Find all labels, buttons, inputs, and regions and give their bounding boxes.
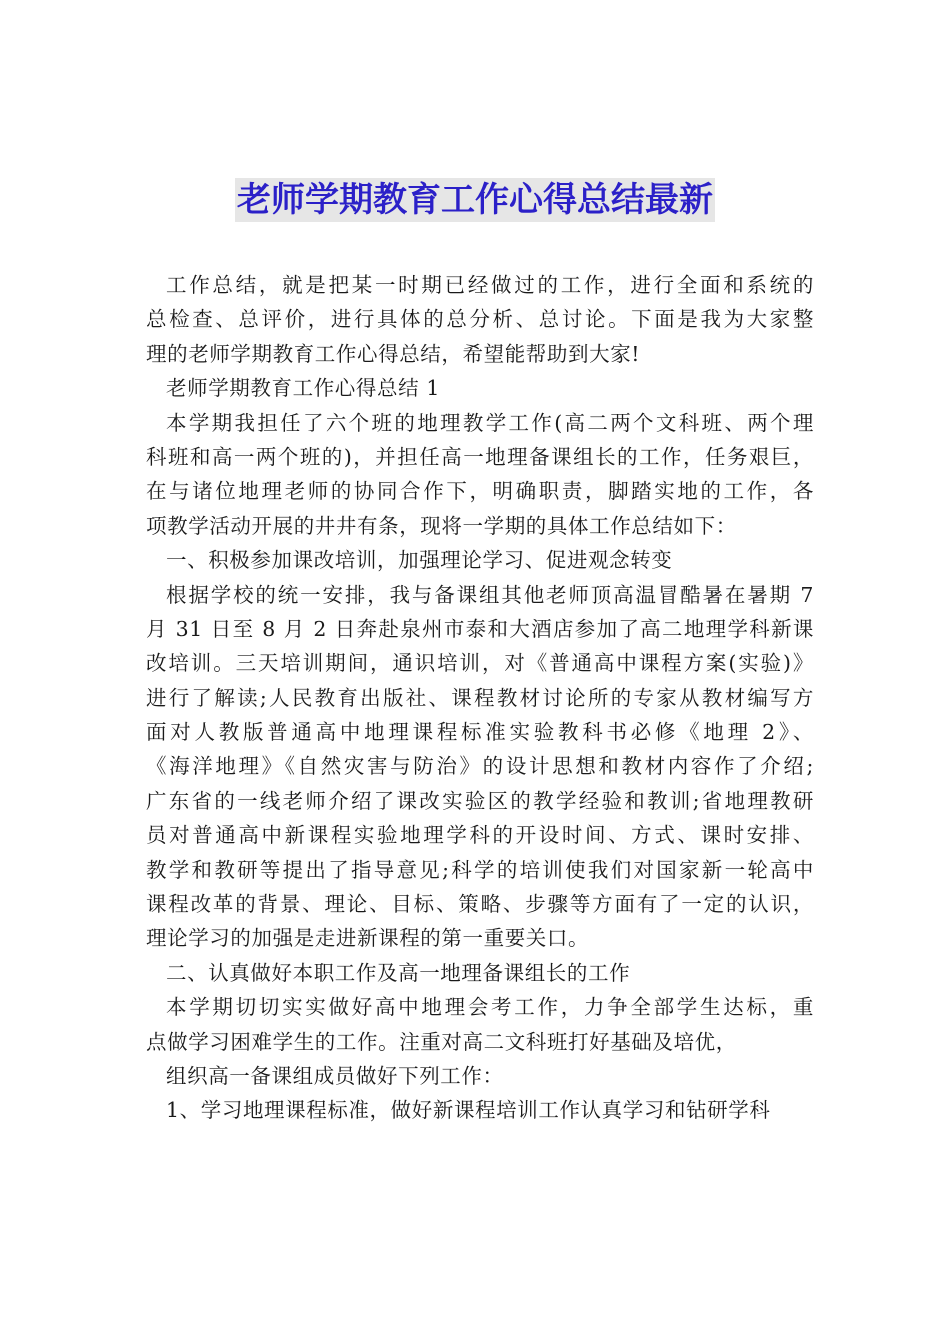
paragraph-line: 本学期切切实实做好高中地理会考工作，力争全部学生达标，重 (166, 995, 814, 1020)
section-heading: 一、积极参加课改培训，加强理论学习、促进观念转变 (166, 548, 673, 573)
section-heading: 二、认真做好本职工作及高一地理备课组长的工作 (166, 960, 631, 985)
document-title: 老师学期教育工作心得总结最新 (237, 180, 713, 220)
paragraph-line: 在与诸位地理老师的协同合作下，明确职责，脚踏实地的工作，各 (146, 479, 814, 504)
paragraph-line: 点做学习困难学生的工作。注重对高二文科班打好基础及培优， (146, 1029, 737, 1054)
paragraph-line: 广东省的一线老师介绍了课改实验区的教学经验和教训;省地理教研 (146, 788, 814, 813)
document-body (146, 268, 814, 1128)
paragraph-line: 理的老师学期教育工作心得总结，希望能帮助到大家! (146, 341, 641, 366)
paragraph-line: 总检查、总评价，进行具体的总分析、总讨论。下面是我为大家整 (146, 307, 814, 332)
title-container (0, 178, 950, 222)
section-heading: 老师学期教育工作心得总结 1 (166, 376, 440, 401)
paragraph-line: 课程改革的背景、理论、目标、策略、步骤等方面有了一定的认识， (146, 892, 814, 917)
paragraph-line: 面对人教版普通高中地理课程标准实验教科书必修《地理 2》、 (146, 720, 814, 745)
paragraph-line: 员对普通高中新课程实验地理学科的开设时间、方式、课时安排、 (146, 823, 814, 848)
paragraph-line: 《海洋地理》《自然灾害与防治》的设计思想和教材内容作了介绍; (146, 754, 814, 779)
paragraph-line: 工作总结，就是把某一时期已经做过的工作，进行全面和系统的 (166, 273, 814, 297)
paragraph-line: 本学期我担任了六个班的地理教学工作(高二两个文科班、两个理 (166, 410, 814, 435)
list-item: 1、学习地理课程标准，做好新课程培训工作认真学习和钻研学科 (166, 1098, 771, 1123)
paragraph-line: 组织高一备课组成员做好下列工作： (166, 1063, 504, 1088)
paragraph-line: 理论学习的加强是走进新课程的第一重要关口。 (146, 926, 590, 951)
paragraph-line: 教学和教研等提出了指导意见;科学的培训使我们对国家新一轮高中 (146, 857, 814, 882)
paragraph-line: 根据学校的统一安排，我与备课组其他老师顶高温冒酷暑在暑期 7 (166, 582, 814, 607)
paragraph-line: 进行了解读;人民教育出版社、课程教材讨论所的专家从教材编写方 (146, 685, 814, 710)
paragraph-line: 月 31 日至 8 月 2 日奔赴泉州市泰和大酒店参加了高二地理学科新课 (146, 616, 814, 641)
paragraph-line: 改培训。三天培训期间，通识培训，对《普通高中课程方案(实验)》 (146, 651, 814, 676)
paragraph-line: 科班和高一两个班的)，并担任高一地理备课组长的工作，任务艰巨， (146, 444, 814, 469)
paragraph-line: 项教学活动开展的井井有条，现将一学期的具体工作总结如下： (146, 513, 737, 538)
